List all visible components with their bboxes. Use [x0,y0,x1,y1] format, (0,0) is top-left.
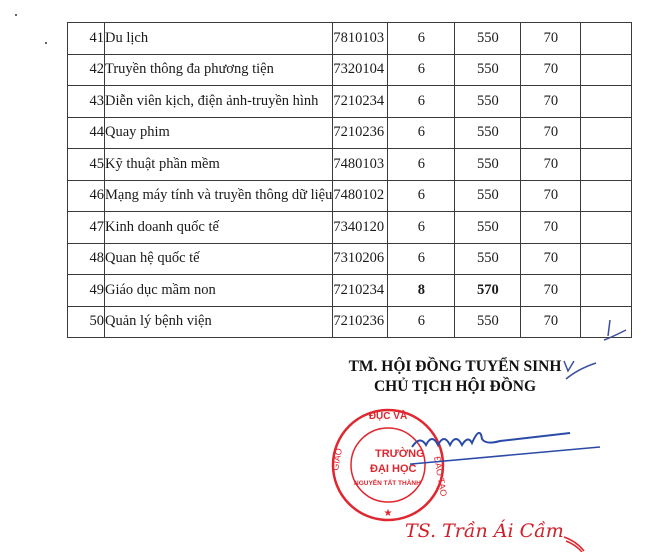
major-code: 7810103 [333,23,388,55]
major-code: 7320104 [333,54,388,86]
cell-col-a: 8 [388,275,455,307]
cell-col-a: 6 [388,54,455,86]
row-number: 41 [68,23,105,55]
major-name: Quan hệ quốc tế [105,243,333,275]
cell-col-c: 70 [521,23,581,55]
initial-mark-icon [600,318,630,348]
cell-col-b: 550 [455,243,521,275]
cell-note [581,54,632,86]
svg-text:ĐỤC VÀ: ĐỤC VÀ [368,411,408,422]
table-row [68,275,632,307]
cell-col-c: 70 [521,275,581,307]
cell-col-b: 550 [455,117,521,149]
cell-col-a: 6 [388,149,455,181]
table-row [68,243,632,275]
row-number: 49 [68,275,105,307]
table-row [68,180,632,212]
major-name: Diễn viên kịch, điện ảnh-truyền hình [105,86,333,118]
major-name: Kỹ thuật phần mềm [105,149,333,181]
major-code: 7210234 [333,86,388,118]
major-code: 7210236 [333,117,388,149]
row-number: 48 [68,243,105,275]
handwritten-signature-icon [410,425,610,475]
row-number: 46 [68,180,105,212]
table-row [68,117,632,149]
row-number: 44 [68,117,105,149]
row-number: 42 [68,54,105,86]
svg-text:GIÁO: GIÁO [330,447,344,472]
major-code: 7340120 [333,212,388,244]
cell-note [581,275,632,307]
scan-speck [45,42,47,44]
cell-col-b: 550 [455,149,521,181]
major-code: 7480103 [333,149,388,181]
cell-col-a: 6 [388,86,455,118]
cell-col-c: 70 [521,306,581,338]
major-name: Du lịch [105,23,333,55]
major-name: Giáo dục mầm non [105,275,333,307]
cell-col-c: 70 [521,212,581,244]
cell-note [581,149,632,181]
cell-col-c: 70 [521,149,581,181]
major-name: Truyền thông đa phương tiện [105,54,333,86]
table-row [68,149,632,181]
major-name: Mạng máy tính và truyền thông dữ liệu [105,180,333,212]
cell-col-b: 550 [455,23,521,55]
cell-col-c: 70 [521,54,581,86]
chair-title: CHỦ TỊCH HỘI ĐỒNG [373,378,537,395]
major-name: Quay phim [105,117,333,149]
cell-note [581,23,632,55]
cell-note [581,117,632,149]
cell-col-a: 6 [388,306,455,338]
cell-col-a: 6 [388,23,455,55]
row-number: 45 [68,149,105,181]
cell-col-b: 550 [455,86,521,118]
major-code: 7210236 [333,306,388,338]
svg-text:NGUYỄN TẤT THÀNH: NGUYỄN TẤT THÀNH [354,480,421,487]
cell-note [581,243,632,275]
svg-text:ĐÀO TẠO: ĐÀO TẠO [432,455,449,498]
row-number: 43 [68,86,105,118]
signer-name: TS. Trần Ái Cầm [405,520,564,542]
table-row [68,23,632,55]
major-code: 7480102 [333,180,388,212]
cell-col-a: 6 [388,243,455,275]
initial-mark-icon [560,357,600,383]
cell-col-b: 550 [455,306,521,338]
cell-col-c: 70 [521,117,581,149]
cell-col-c: 70 [521,180,581,212]
cell-col-a: 6 [388,180,455,212]
council-title: TM. HỘI ĐỒNG TUYỂN SINH [348,358,562,375]
admission-table [67,22,632,338]
cell-col-b: 550 [455,212,521,244]
row-number: 50 [68,306,105,338]
svg-text:★: ★ [383,508,393,519]
cell-col-b: 550 [455,180,521,212]
table-row [68,306,632,338]
cell-note [581,86,632,118]
svg-text:TRƯỜNG: TRƯỜNG [375,448,425,460]
stamp-fragment-icon [562,535,592,552]
cell-note [581,212,632,244]
major-name: Quản lý bệnh viện [105,306,333,338]
major-code: 7310206 [333,243,388,275]
scan-speck [15,14,17,16]
cell-col-b: 570 [455,275,521,307]
cell-col-c: 70 [521,86,581,118]
cell-col-a: 6 [388,117,455,149]
major-code: 7210234 [333,275,388,307]
svg-text:ĐẠI HỌC: ĐẠI HỌC [370,463,417,475]
cell-col-b: 550 [455,54,521,86]
table-row [68,86,632,118]
cell-col-c: 70 [521,243,581,275]
table-row [68,212,632,244]
row-number: 47 [68,212,105,244]
table-row [68,54,632,86]
cell-col-a: 6 [388,212,455,244]
major-name: Kinh doanh quốc tế [105,212,333,244]
cell-note [581,180,632,212]
